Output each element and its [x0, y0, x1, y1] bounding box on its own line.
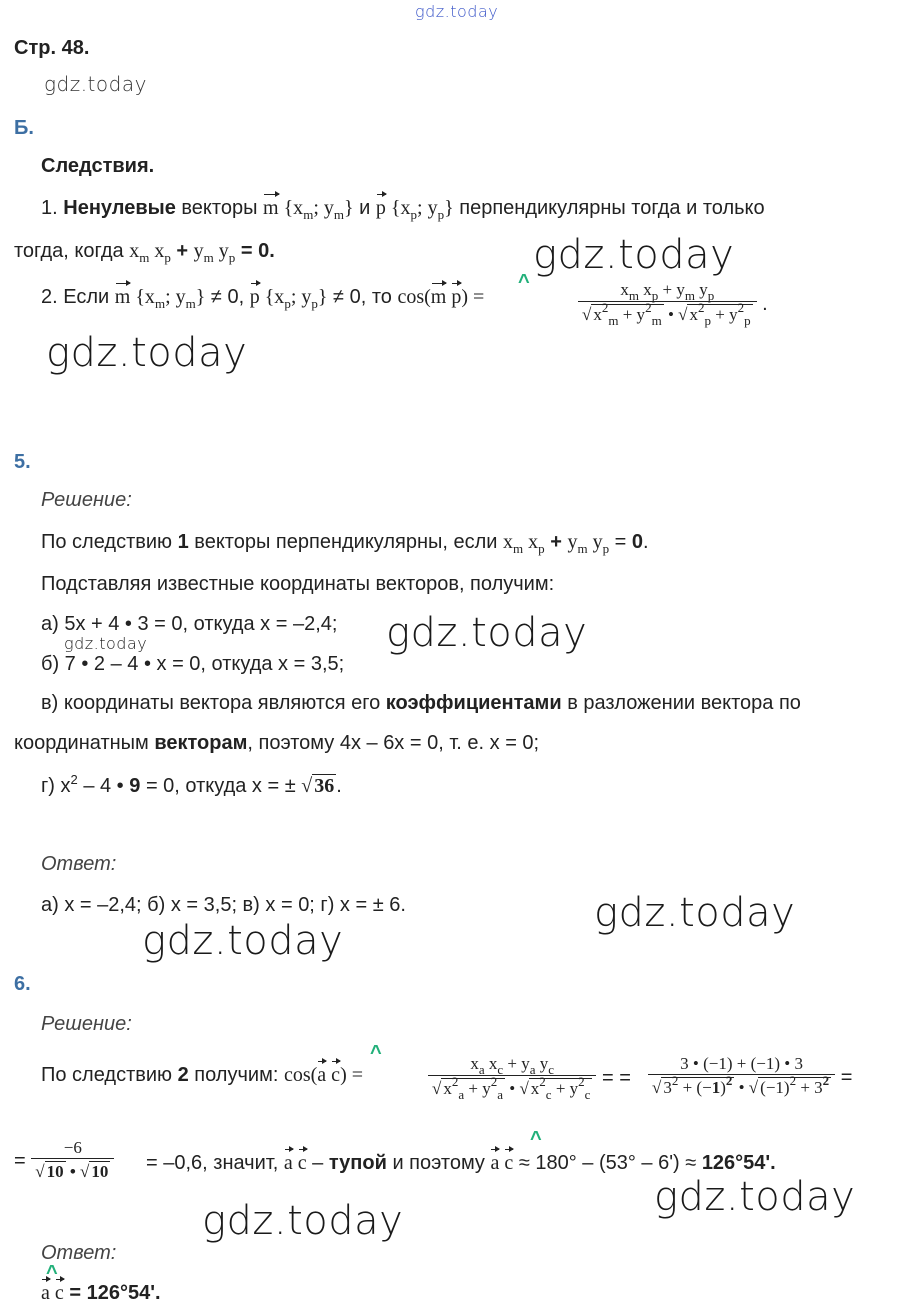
task5-g-a: г) x	[41, 775, 71, 797]
task6-line2: = –0,6, значит, a c – тупой и поэтому a c ≈ 180° – (53° – 6') ≈ 126°54'.	[146, 1152, 776, 1174]
task5-b: б) 7 • 2 – 4 • x = 0, откуда x = 3,5;	[41, 653, 345, 675]
task5-v2-b: , поэтому 4x – 6x = 0, т. е. x = 0;	[247, 732, 540, 754]
task6-line1-b: 2	[177, 1064, 189, 1086]
cos-formula-fraction: $\frac{x_m x_p + y_m y_p}{√ x^2_m + y^2_m • √ x^2_p + y^2_p}$ .	[578, 280, 768, 329]
task5-label: 5.	[14, 451, 31, 473]
angle-hat-2: ^	[370, 1042, 382, 1064]
task5-g-b: – 4 •	[83, 775, 124, 797]
watermark-7: gdz.today	[202, 1198, 404, 1244]
task5-v-a: в) координаты вектора являются его	[41, 692, 381, 714]
task5-line1: По следствию 1 векторы перпендикулярны, если $x_m$ $x_p + y_m$ $y_p = 0$.	[41, 531, 649, 556]
task6-line2-calc: ≈ 180° – (53° – 6') ≈	[518, 1152, 697, 1174]
task5-answer-label: Ответ:	[41, 853, 117, 875]
watermark-3: gdz.today	[386, 610, 588, 656]
task6-label: 6.	[14, 973, 31, 995]
task6-frac2: $\frac{3 • (-1) + (-1) • 3}{√ 3^2 + (-1)^2 • √ (-1)^2 + 3^2}$	[648, 1054, 835, 1102]
page-number: Стр. 48.	[14, 37, 90, 59]
angle-hat-4: ^	[46, 1262, 58, 1284]
section-b-label: Б.	[14, 117, 34, 139]
ne-zero-1: ≠ 0,	[210, 286, 245, 308]
task6-line2-value: 126°54'.	[701, 1152, 776, 1174]
task5-g-c: 9	[129, 775, 141, 797]
item1-prefix: 1.	[41, 197, 58, 219]
task5-a: а) 5x + 4 • 3 = 0, откуда x = –2,4;	[41, 613, 338, 635]
task6-solution-label: Решение:	[41, 1013, 132, 1035]
item1-bold: Ненулевые	[63, 197, 176, 219]
angle-hat-3: ^	[530, 1128, 542, 1150]
watermark-6: gdz.today	[654, 1174, 856, 1220]
ne-zero-2: ≠ 0,	[333, 286, 367, 308]
task5-v-line1	[41, 692, 801, 715]
task6-line1: По следствию 2 получим: cos(a c) =	[41, 1064, 364, 1086]
task5-g-root: 36	[314, 775, 335, 797]
task5-solution-label: Решение:	[41, 489, 132, 511]
task5-line1-b: 1	[177, 531, 189, 553]
corollary-1-line-1: 1. Ненулевые векторы m {$x_m$; $y_m$} и p {$x_p$; $y_p$} перпендикулярны тогда и только	[41, 197, 765, 222]
watermark-small-1: gdz.today	[44, 72, 147, 96]
corollary-2: 2. Если m {$x_m$; $y_m\} \ne 0$, p {$x_p$; $y_p\} \ne 0$, то cos(m p) =	[41, 286, 485, 311]
task5-g-pm: ±	[284, 775, 296, 797]
task5-v-b: в разложении вектора по	[567, 692, 801, 714]
task6-frac1: $\frac{x_a x_c + y_a y_c}{√ x^2_a + y^2_a • √ x^2_c + y^2_c}$	[428, 1054, 596, 1103]
corollary-1-line-2: тогда, когда $x_m$ $x_p + y_m$ $y_p = 0$.	[14, 240, 275, 265]
task5-g: г) $x^2 - 4$ • 9 = 0, откуда x = ± √ 36 .	[41, 772, 342, 797]
task5-v2-bold: векторам	[154, 732, 248, 754]
task6-line2-frac: = $\frac{-6}{√ 10 • √ 10}$	[14, 1138, 114, 1185]
task5-answer: а) x = –2,4; б) x = 3,5; в) x = 0; г) x = ± 6.	[41, 894, 406, 916]
watermark-1: gdz.today	[533, 232, 735, 278]
item2-to: то	[371, 286, 392, 308]
watermark-top: gdz.today	[415, 2, 499, 21]
item1-text: векторы	[181, 197, 258, 219]
task6-answer-value: = 126°54'.	[69, 1282, 161, 1304]
item1-rest: перпендикулярны тогда и только	[459, 197, 765, 219]
task6-line1-a: По следствию	[41, 1064, 173, 1086]
task6-line2-bold: тупой	[328, 1152, 387, 1174]
section-b-title: Следствия.	[41, 155, 155, 177]
watermark-small-2: gdz.today	[64, 634, 148, 653]
task6-answer: a c = 126°54'.	[41, 1282, 161, 1304]
task6-fraction-2: $\frac{3 • (-1) + (-1) • 3}{√ 3^2 + (-1)^2 • √ (-1)^2 + 3^2}$ =	[648, 1054, 852, 1102]
task5-line1-c: векторы перпендикулярны, если	[194, 531, 498, 553]
item1-eq: = 0.	[240, 240, 275, 262]
task5-line1-a: По следствию	[41, 531, 173, 553]
task6-line2-rest: и поэтому	[392, 1152, 485, 1174]
task6-line1-c: получим:	[194, 1064, 279, 1086]
watermark-4: gdz.today	[594, 890, 796, 936]
angle-hat-1: ^	[518, 271, 530, 293]
watermark-5: gdz.today	[142, 918, 344, 964]
task6-line2-result: = –0,6, значит,	[146, 1152, 279, 1174]
task5-v-line2	[14, 732, 539, 755]
task6-frac3: $\frac{-6}{√ 10 • √ 10}$	[31, 1138, 114, 1185]
item1-line2: тогда, когда	[14, 240, 124, 262]
item1-and: и	[359, 197, 371, 219]
task5-v2-a: координатным	[14, 732, 149, 754]
cos-fraction: $\frac{x_m x_p + y_m y_p}{√ x^2_m + y^2_m • √ x^2_p + y^2_p}$	[578, 280, 757, 329]
task5-v-bold: коэффициентами	[385, 692, 562, 714]
task6-line2-dash: –	[312, 1152, 324, 1174]
item2-prefix: 2. Если	[41, 286, 110, 308]
task6-fraction-1: $\frac{x_a x_c + y_a y_c}{√ x^2_a + y^2_a • √ x^2_c + y^2_c}$ = =	[428, 1054, 631, 1103]
task6-answer-label: Ответ:	[41, 1242, 117, 1264]
task5-line2: Подставляя известные координаты векторов, получим:	[41, 573, 555, 595]
task5-g-d: = 0, откуда x =	[145, 775, 280, 797]
watermark-2: gdz.today	[46, 330, 248, 376]
